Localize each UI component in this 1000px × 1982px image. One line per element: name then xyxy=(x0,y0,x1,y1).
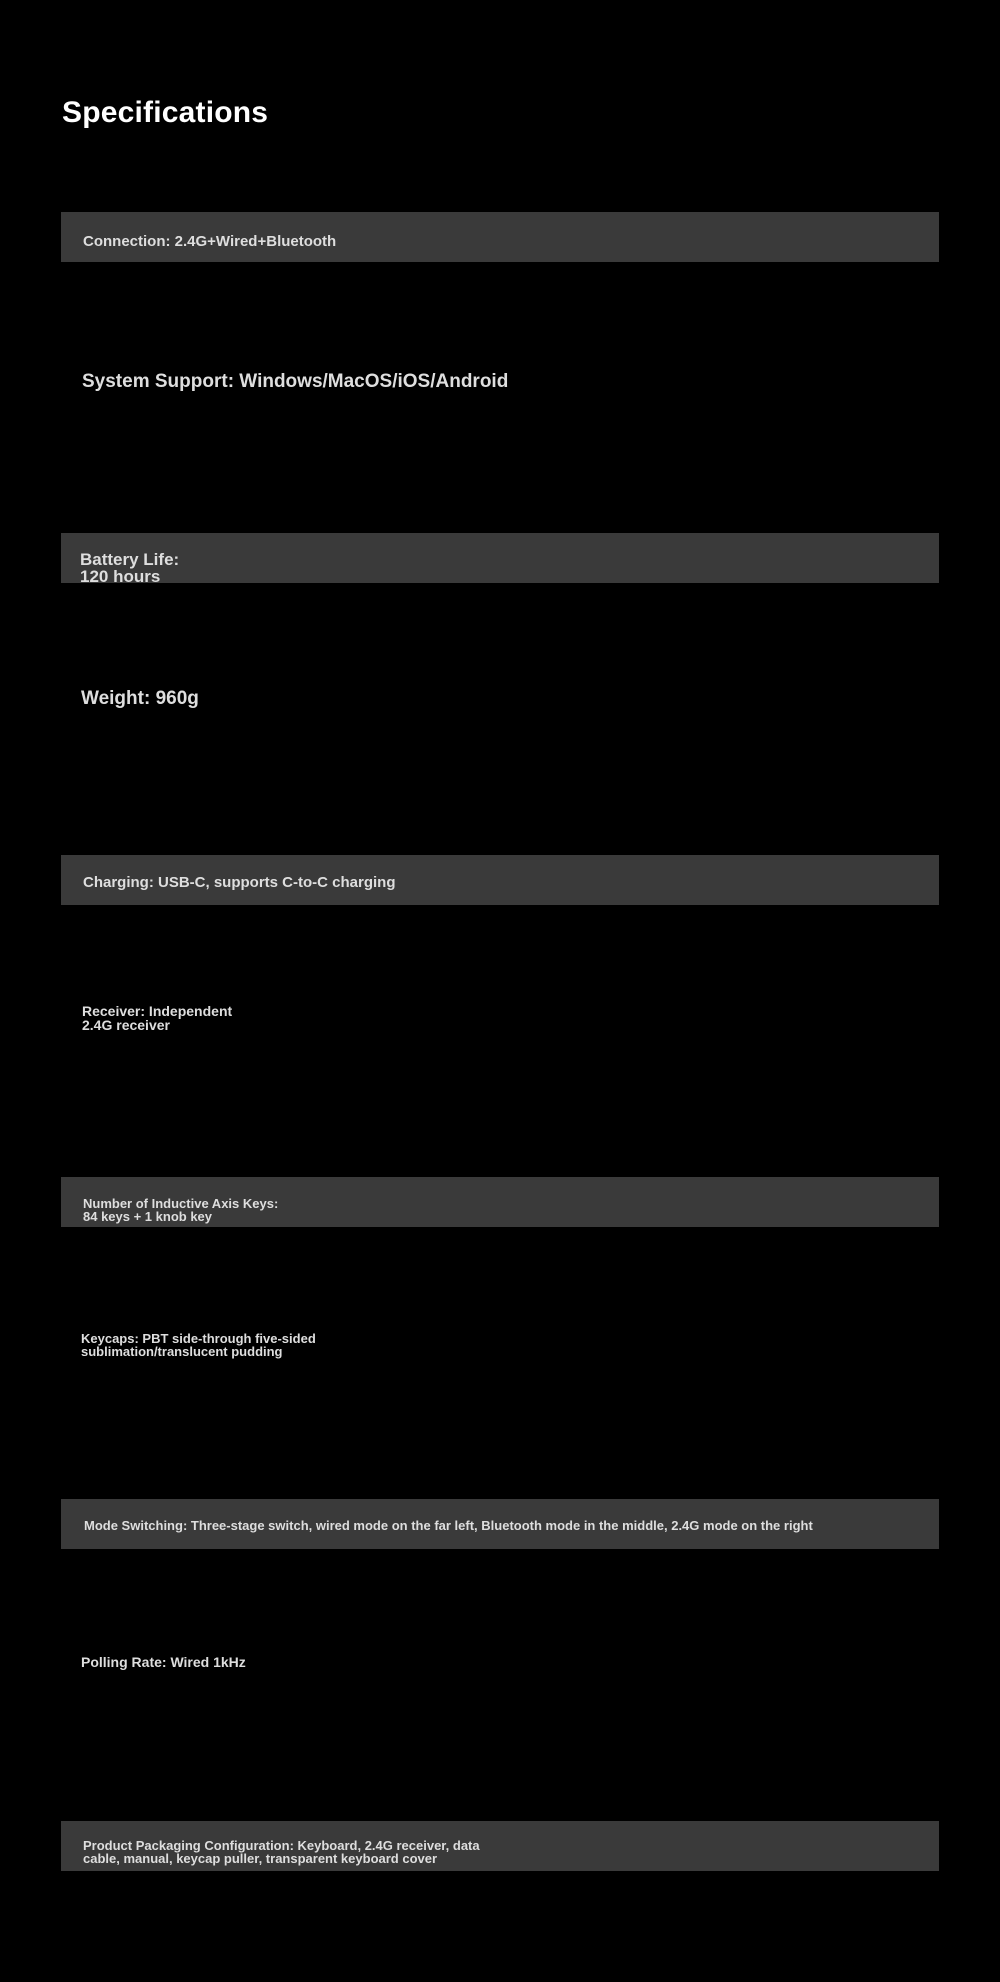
spec-row-packaging xyxy=(61,1821,939,1871)
spec-inductive-keys: Number of Inductive Axis Keys: 84 keys + 1 knob key xyxy=(83,1196,279,1224)
spec-row-connection xyxy=(61,212,939,262)
spec-system-support: System Support: Windows/MacOS/iOS/Android xyxy=(82,371,509,392)
spec-charging: Charging: USB-C, supports C-to-C charging xyxy=(83,874,396,891)
spec-row-system-support xyxy=(61,372,939,422)
spec-weight: Weight: 960g xyxy=(81,688,199,709)
spec-mode-switching: Mode Switching: Three-stage switch, wired mode on the far left, Bluetooth mode in the middle, 2.4G mode on the right xyxy=(84,1518,813,1533)
spec-row-battery-life xyxy=(61,533,939,586)
spec-row-keycaps xyxy=(61,1331,939,1388)
spec-row-charging xyxy=(61,855,939,905)
spec-list xyxy=(61,212,939,1982)
spec-row-receiver xyxy=(61,1003,939,1066)
spec-polling-rate: Polling Rate: Wired 1kHz xyxy=(81,1654,246,1670)
spec-row-weight xyxy=(61,688,939,744)
spec-receiver: Receiver: Independent 2.4G receiver xyxy=(82,1003,233,1033)
spec-row-mode-switching xyxy=(61,1499,939,1549)
page-title: Specifications xyxy=(62,96,269,129)
spec-row-polling-rate xyxy=(61,1654,939,1710)
spec-connection: Connection: 2.4G+Wired+Bluetooth xyxy=(83,233,337,250)
spec-keycaps: Keycaps: PBT side-through five-sided sublimation/translucent pudding xyxy=(81,1331,316,1359)
spec-battery-life: Battery Life: 120 hours xyxy=(80,550,180,586)
spec-packaging: Product Packaging Configuration: Keyboard, 2.4G receiver, data cable, manual, keycap puller, transparent keyboard cover xyxy=(83,1838,480,1866)
spec-row-inductive-keys xyxy=(61,1177,939,1227)
